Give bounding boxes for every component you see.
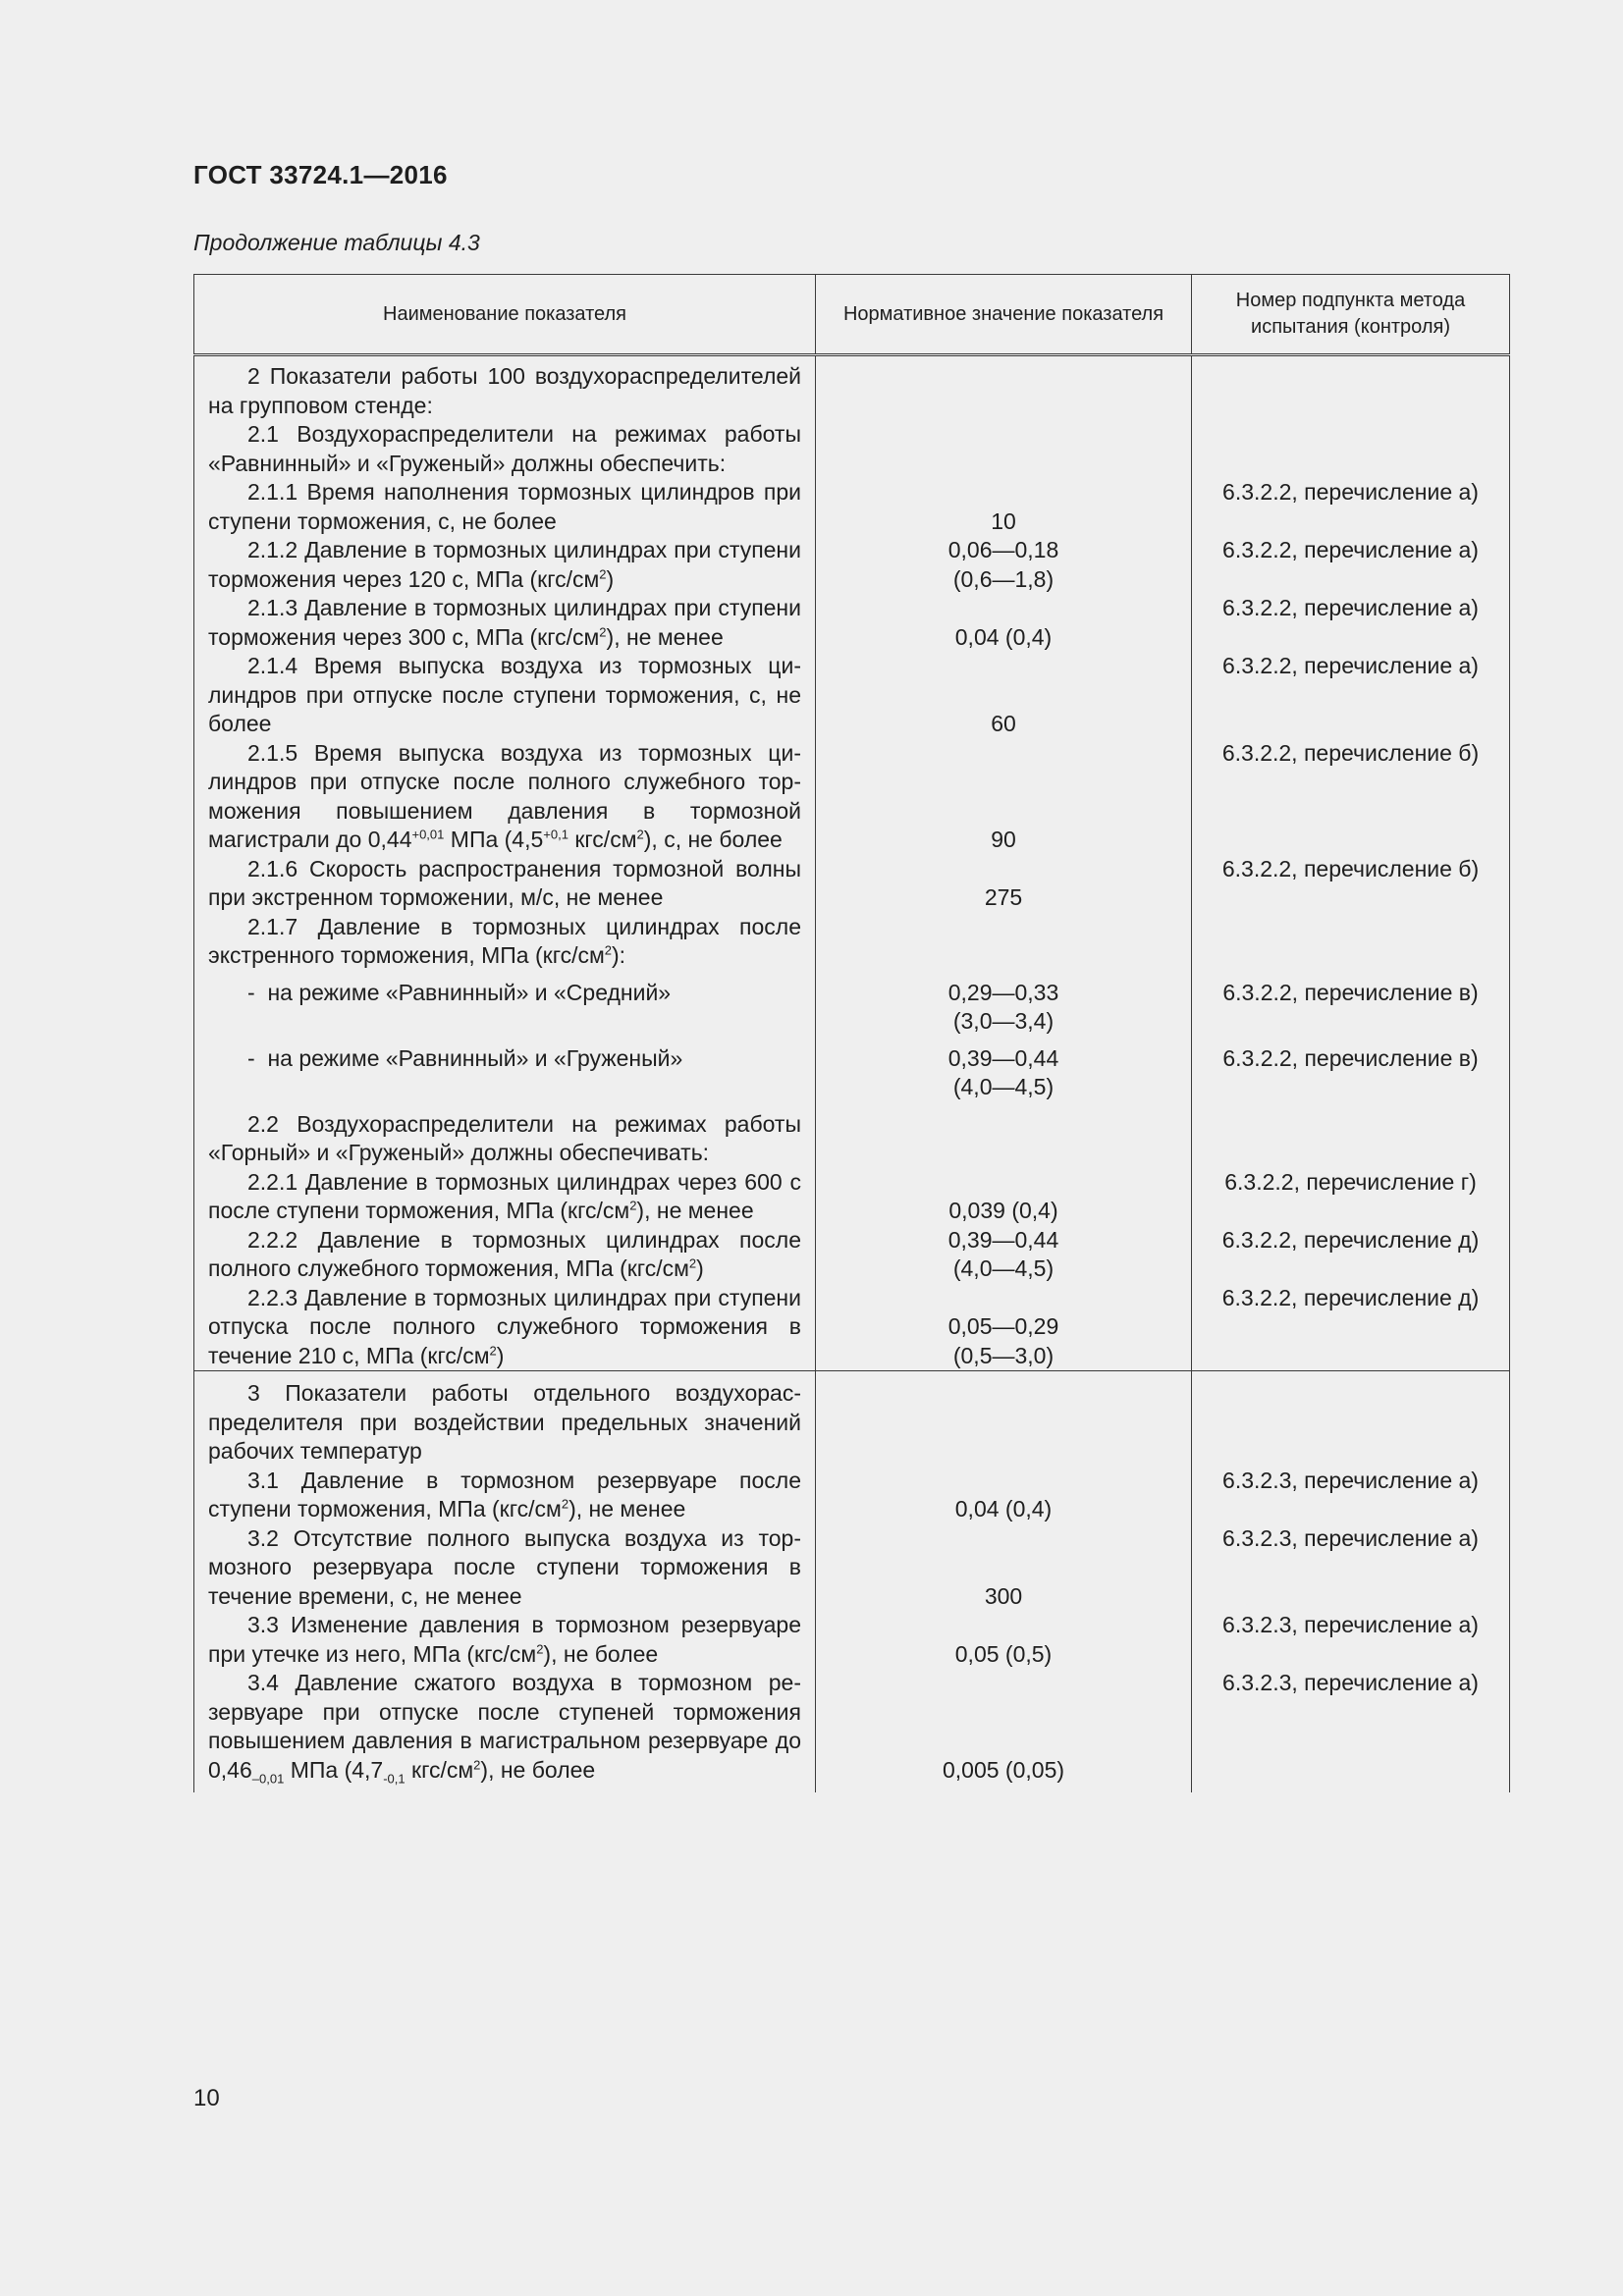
table-row <box>194 536 1510 594</box>
indicator-name: 3.2 Отсутствие полного выпуска воздуха из тормозного резервуара после ступени торможения в течение времени, с, не менее <box>208 1524 801 1609</box>
normative-value: 0,06—0,18 (0,6—1,8) <box>816 536 1192 594</box>
normative-value: 0,05—0,29 (0,5—3,0) <box>816 1284 1192 1371</box>
indicator-name: 2.1.5 Время выпуска воздуха из тормозных цилиндров при отпуске после полного служебного торможения повышением давления в тормозной магистрали до $0,44^{+0,01}$ МПа ($4,5^{+0,1}$ кгс/$см^2$), с, не более <box>208 739 801 852</box>
table-row <box>194 1524 1510 1612</box>
table-row <box>194 1226 1510 1284</box>
table-row <box>194 594 1510 652</box>
table-row <box>194 1611 1510 1669</box>
test-method-ref: 6.3.2.2, перечисление в) <box>1192 979 1510 1044</box>
indicator-name-cell <box>194 1467 816 1524</box>
table-caption: Продолжение таблицы 4.3 <box>193 230 480 255</box>
indicator-name: 3 Показатели работы отдельного воздухораспределителя при воздействии предельных значений рабочих температур <box>208 1380 801 1464</box>
indicator-name-cell <box>194 1044 816 1110</box>
column-header-method: Номер подпункта метода испытания (контроля) <box>1192 275 1510 355</box>
test-method-ref: 6.3.2.2, перечисление б) <box>1192 855 1510 913</box>
normative-value <box>816 913 1192 979</box>
test-method-ref <box>1192 420 1510 478</box>
table-row <box>194 855 1510 913</box>
indicators-table <box>193 274 1510 1792</box>
indicator-name: 2.1.4 Время выпуска воздуха из тормозных цилиндров при отпуске после ступени торможения, с, не более <box>208 653 801 736</box>
indicator-name-cell <box>194 1371 816 1467</box>
test-method-ref: 6.3.2.2, перечисление а) <box>1192 652 1510 739</box>
test-method-ref: 6.3.2.2, перечисление г) <box>1192 1168 1510 1226</box>
indicator-name-cell <box>194 1611 816 1669</box>
table-row <box>194 420 1510 478</box>
table-row <box>194 739 1510 855</box>
indicator-name: - на режиме «Равнинный» и «Средний» <box>247 979 672 1005</box>
column-header-value: Нормативное значение показателя <box>816 275 1192 355</box>
test-method-ref: 6.3.2.2, перечисление д) <box>1192 1226 1510 1284</box>
indicator-name: 2.1.6 Скорость распространения тормозной волны при экстренном торможении, м/с, не менее <box>208 855 801 910</box>
normative-value: 0,04 (0,4) <box>816 594 1192 652</box>
test-method-ref <box>1192 913 1510 979</box>
indicator-name: 3.1 Давление в тормозном резервуаре после ступени торможения, МПа $(кгс/см^2)$, не менее <box>208 1467 801 1522</box>
normative-value: 0,04 (0,4) <box>816 1467 1192 1524</box>
indicator-name-cell <box>194 1284 816 1371</box>
column-header-name: Наименование показателя <box>194 275 816 355</box>
indicator-name: 3.4 Давление сжатого воздуха в тормозном резервуаре при отпуске после ступеней торможения повышением давления в магистральном резервуаре до $0,46_{-0,01}$ МПа ($4,7_{-0,1}$ кгс/$см^2$), не более <box>208 1670 801 1787</box>
table-row <box>194 355 1510 421</box>
test-method-ref: 6.3.2.2, перечисление д) <box>1192 1284 1510 1371</box>
table-header-row <box>194 275 1510 355</box>
indicator-name: 2.1 Воздухораспределители на режимах работы «Равнинный» и «Груженый» должны обеспечить: <box>208 421 801 476</box>
table-row <box>194 1669 1510 1792</box>
test-method-ref <box>1192 355 1510 421</box>
normative-value: 0,039 (0,4) <box>816 1168 1192 1226</box>
indicator-name: - на режиме «Равнинный» и «Груженый» <box>247 1044 683 1071</box>
indicator-name: 2.1.1 Время наполнения тормозных цилиндров при ступени торможения, с, не более <box>208 479 801 534</box>
table-body <box>194 355 1510 1793</box>
indicator-name: 2.1.3 Давление в тормозных цилиндрах при ступени торможения через 300 с, МПа $(кгс/см^2)$, не менее <box>208 595 801 650</box>
normative-value: 10 <box>816 478 1192 536</box>
document-title: ГОСТ 33724.1—2016 <box>193 160 448 189</box>
table-row <box>194 913 1510 979</box>
indicator-name-cell <box>194 913 816 979</box>
test-method-ref <box>1192 1110 1510 1168</box>
indicator-name-cell <box>194 1168 816 1226</box>
normative-value: 0,39—0,44 (4,0—4,5) <box>816 1044 1192 1110</box>
indicator-name-cell <box>194 855 816 913</box>
test-method-ref: 6.3.2.2, перечисление а) <box>1192 536 1510 594</box>
test-method-ref: 6.3.2.3, перечисление а) <box>1192 1467 1510 1524</box>
indicator-name: 2.1.7 Давление в тормозных цилиндрах после экстренного торможения, МПа $(кгс/см^2)$: <box>208 913 801 968</box>
indicator-name: 2 Показатели работы 100 воздухораспределителей на групповом стенде: <box>208 363 801 418</box>
page-number: 10 <box>193 2085 220 2111</box>
test-method-ref: 6.3.2.2, перечисление в) <box>1192 1044 1510 1110</box>
test-method-ref <box>1192 1371 1510 1467</box>
table-row <box>194 1371 1510 1467</box>
indicator-name-cell <box>194 1226 816 1284</box>
indicator-name: 2.2.1 Давление в тормозных цилиндрах через 600 с после ступени торможения, МПа $(кгс/см^2)$, не менее <box>208 1168 801 1223</box>
indicator-name: 2.1.2 Давление в тормозных цилиндрах при ступени торможения через 120 с, МПа $(кгс/см^2)$ <box>208 537 801 592</box>
normative-value <box>816 420 1192 478</box>
test-method-ref: 6.3.2.2, перечисление а) <box>1192 594 1510 652</box>
indicator-name-cell <box>194 652 816 739</box>
indicator-name-cell <box>194 739 816 855</box>
normative-value <box>816 1371 1192 1467</box>
indicator-name-cell <box>194 979 816 1044</box>
normative-value: 0,05 (0,5) <box>816 1611 1192 1669</box>
normative-value <box>816 355 1192 421</box>
test-method-ref: 6.3.2.2, перечисление а) <box>1192 478 1510 536</box>
table-row <box>194 979 1510 1044</box>
normative-value: 300 <box>816 1524 1192 1612</box>
normative-value: 0,005 (0,05) <box>816 1669 1192 1792</box>
normative-value: 60 <box>816 652 1192 739</box>
indicator-name: 3.3 Изменение давления в тормозном резервуаре при утечке из него, МПа $(кгс/см^2)$, не более <box>208 1612 801 1667</box>
indicator-name-cell <box>194 478 816 536</box>
table-row <box>194 652 1510 739</box>
table-row <box>194 478 1510 536</box>
indicator-name-cell <box>194 1524 816 1612</box>
table-row <box>194 1467 1510 1524</box>
table-row <box>194 1044 1510 1110</box>
indicator-name: 2.2 Воздухораспределители на режимах работы «Горный» и «Груженый» должны обеспечивать: <box>208 1110 801 1165</box>
normative-value: 275 <box>816 855 1192 913</box>
test-method-ref: 6.3.2.3, перечисление а) <box>1192 1669 1510 1792</box>
normative-value: 90 <box>816 739 1192 855</box>
indicator-name-cell <box>194 536 816 594</box>
indicator-name-cell <box>194 355 816 421</box>
normative-value <box>816 1110 1192 1168</box>
indicator-name: 2.2.2 Давление в тормозных цилиндрах после полного служебного торможения, МПа $(кгс/см^2)$ <box>208 1226 801 1281</box>
indicator-name-cell <box>194 420 816 478</box>
test-method-ref: 6.3.2.2, перечисление б) <box>1192 739 1510 855</box>
table-row <box>194 1110 1510 1168</box>
indicator-name-cell <box>194 1669 816 1792</box>
indicator-name-cell <box>194 594 816 652</box>
table-row <box>194 1284 1510 1371</box>
table-row <box>194 1168 1510 1226</box>
indicator-name: 2.2.3 Давление в тормозных цилиндрах при ступени отпуска после полного служебного торможения в течение 210 с, МПа $(кгс/см^2)$ <box>208 1284 801 1368</box>
normative-value: 0,39—0,44 (4,0—4,5) <box>816 1226 1192 1284</box>
test-method-ref: 6.3.2.3, перечисление а) <box>1192 1524 1510 1612</box>
indicator-name-cell <box>194 1110 816 1168</box>
test-method-ref: 6.3.2.3, перечисление а) <box>1192 1611 1510 1669</box>
normative-value: 0,29—0,33 (3,0—3,4) <box>816 979 1192 1044</box>
